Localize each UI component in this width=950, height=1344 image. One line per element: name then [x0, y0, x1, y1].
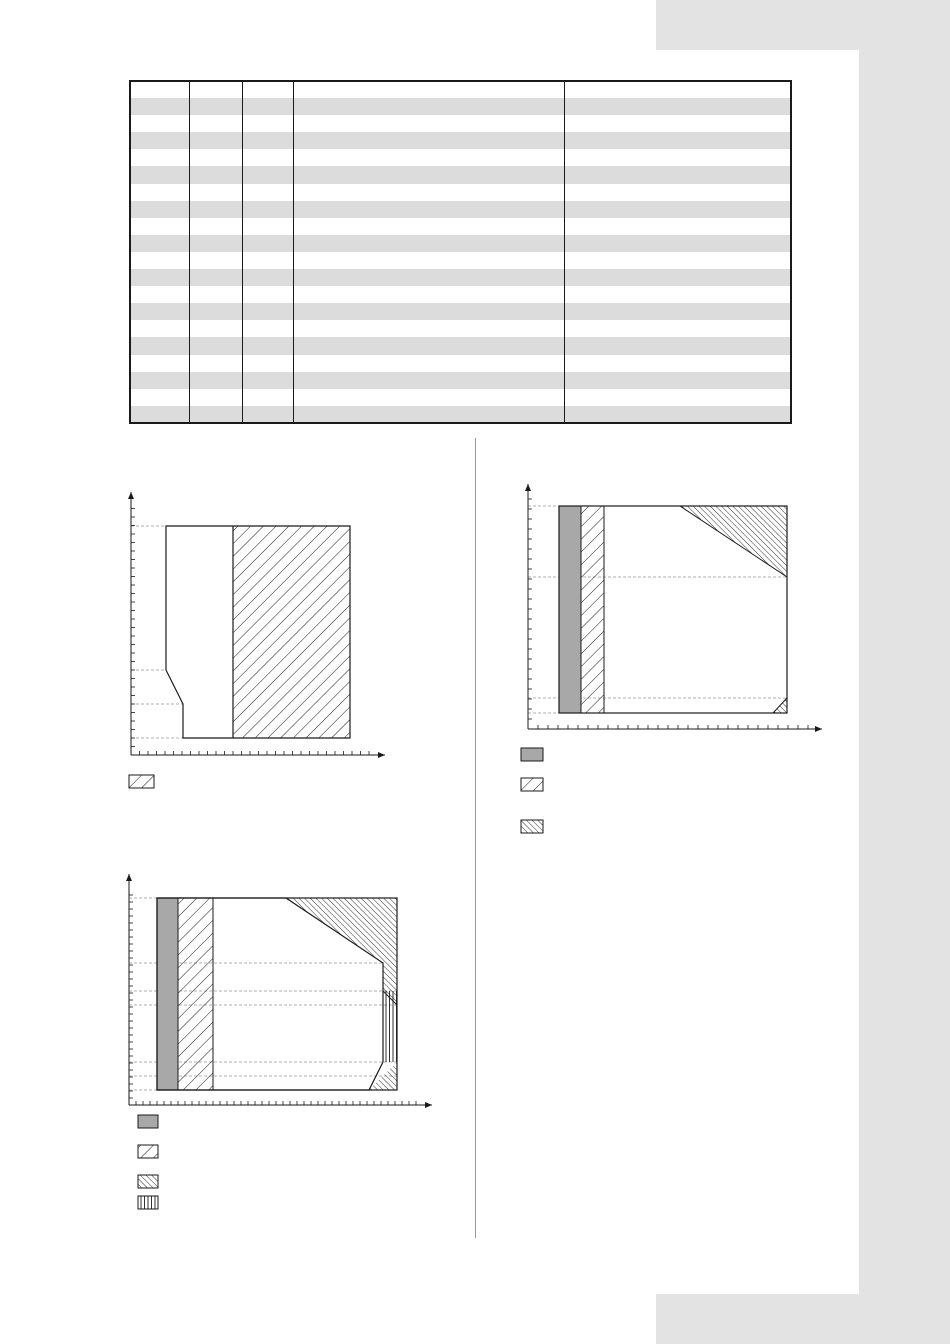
vertical-line-region [383, 991, 397, 1062]
gray-region [157, 898, 178, 1090]
legend-swatch-hatch-backslash [521, 820, 543, 833]
diagram-top-left [131, 492, 385, 755]
legend-swatch-gray [521, 748, 543, 761]
legend-swatch-gray [138, 1115, 158, 1128]
diagram-top-right [528, 484, 822, 729]
backslash-region-top [286, 898, 397, 1005]
legend-swatch-vertical-lines [138, 1196, 158, 1209]
legend-swatch-hatch-slash [138, 1145, 158, 1158]
gray-region [559, 506, 581, 713]
slash-region [581, 506, 604, 713]
backslash-region-bottom [369, 1062, 397, 1090]
legend-swatch-hatch-backslash [138, 1175, 158, 1188]
hatched-region [233, 526, 350, 738]
dashed-guides [131, 526, 183, 738]
legend-swatch-hatch-slash [521, 778, 543, 791]
legend-swatch-hatch-slash [129, 775, 154, 788]
slash-region [178, 898, 213, 1090]
diagram-bottom-left [129, 874, 432, 1105]
